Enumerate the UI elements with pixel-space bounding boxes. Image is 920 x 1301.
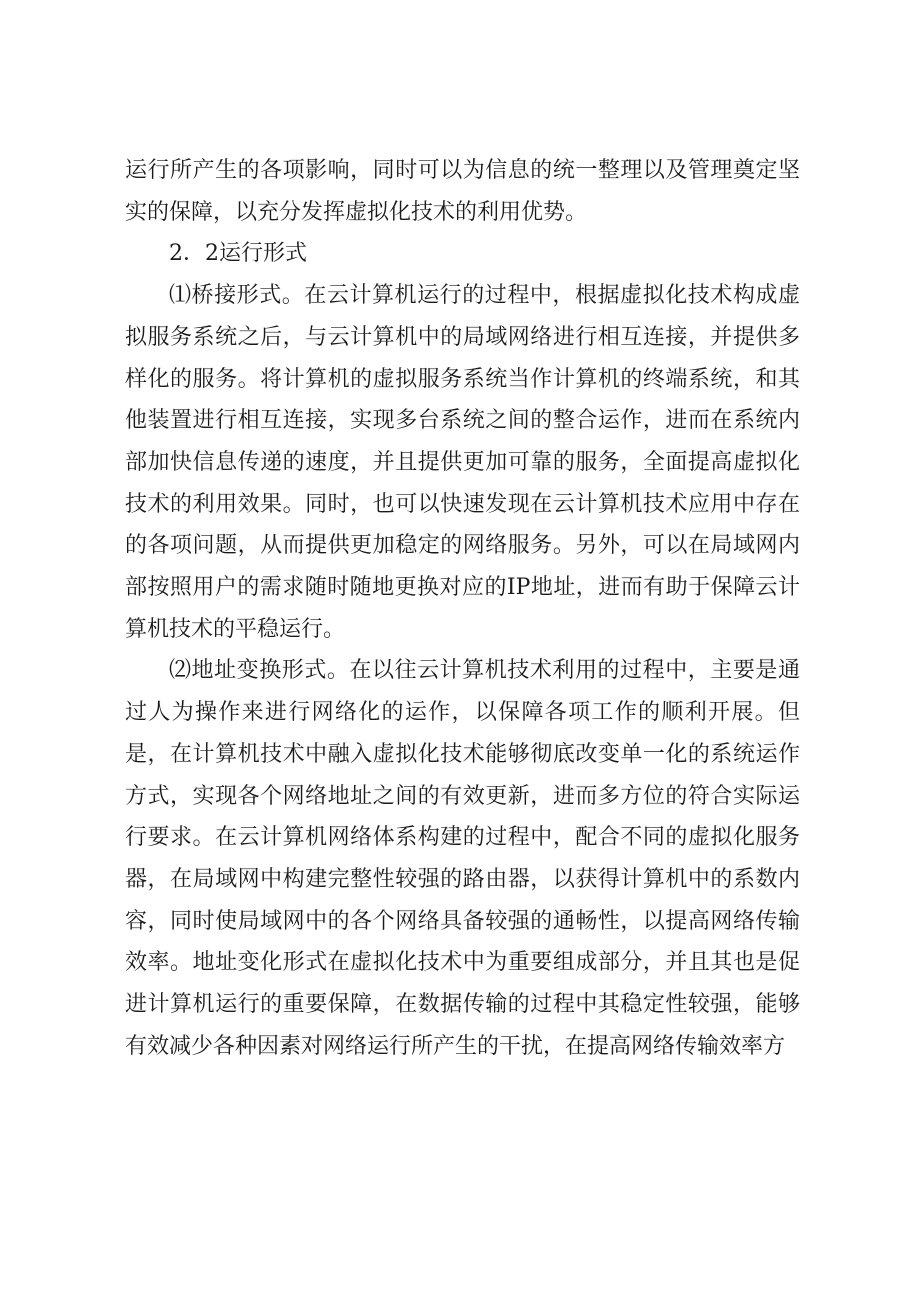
section-heading: 2．2运行形式 xyxy=(169,241,307,267)
paragraph-continuation: 运行所产生的各项影响，同时可以为信息的统一整理以及管理奠定坚实的保障，以充分发挥虚拟化技术的利用优势。 xyxy=(125,158,800,225)
paragraph-address-translation-mode: ⑵地址变换形式。在以往云计算机技术利用的过程中，主要是通过人为操作来进行网络化的运作，以保障各项工作的顺利开展。但是，在计算机技术中融入虚拟化技术能够彻底改变单一化的系统运作方式，实现各个网络地址之间的有效更新，进而多方位的符合实际运行要求。在云计算机网络体系构建的过程中，配合不同的虚拟化服务器，在局域网中构建完整性较强的路由器，以获得计算机中的系数内容，同时使局域网中的各个网络具备较强的通畅性，以提高网络传输效率。地址变化形式在虚拟化技术中为重要组成部分，并且其也是促进计算机运行的重要保障，在数据传输的过程中其稳定性较强，能够有效减少各种因素对网络运行所产生的干扰，在提高网络传输效率方 xyxy=(125,658,800,1059)
document-body xyxy=(125,150,800,1067)
paragraph-bridge-mode: ⑴桥接形式。在云计算机运行的过程中，根据虚拟化技术构成虚拟服务系统之后，与云计算机中的局域网络进行相互连接，并提供多样化的服务。将计算机的虚拟服务系统当作计算机的终端系统，和其他装置进行相互连接，实现多台系统之间的整合运作，进而在系统内部加快信息传递的速度，并且提供更加可靠的服务，全面提高虚拟化技术的利用效果。同时，也可以快速发现在云计算机技术应用中存在的各项问题，从而提供更加稳定的网络服务。另外，可以在局域网内部按照用户的需求随时随地更换对应的IP地址，进而有助于保障云计算机技术的平稳运行。 xyxy=(125,283,800,642)
